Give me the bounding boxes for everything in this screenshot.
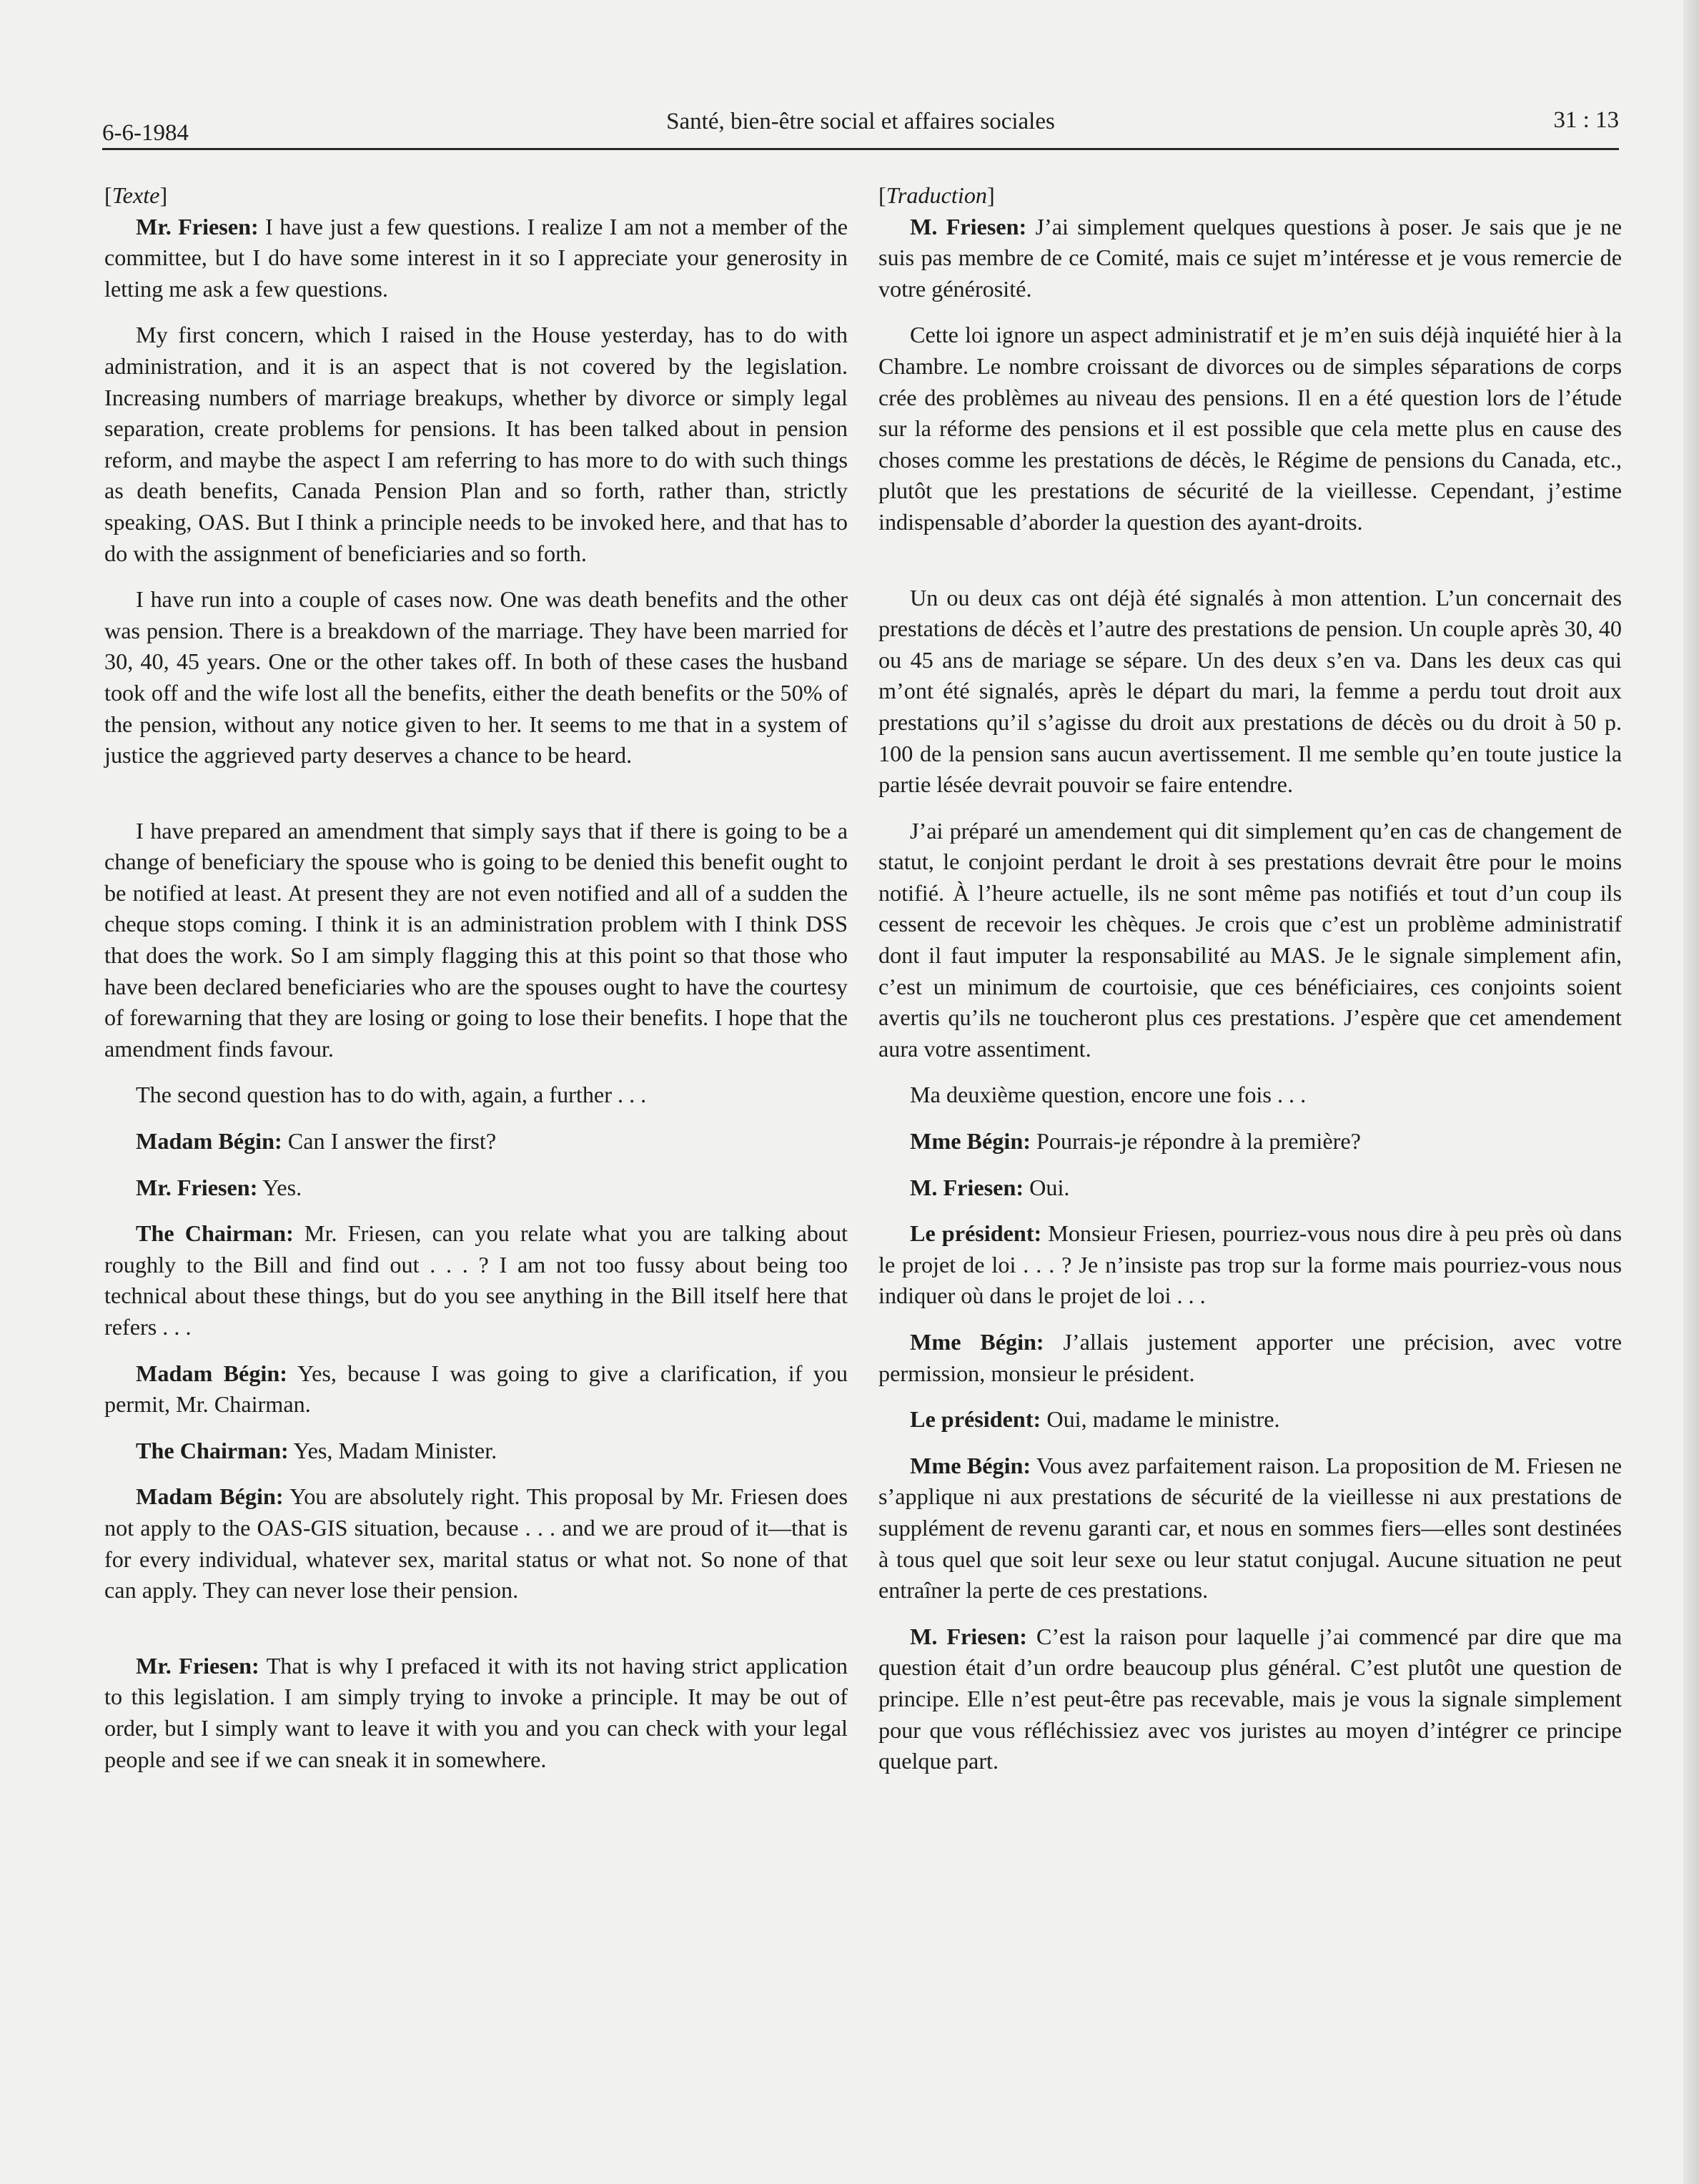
- paragraph-text: I have just a few questions. I realize I am not a member of the committee, but I do have some interest in it so I appreciate your generosity in letting me ask a few questions.: [104, 213, 848, 302]
- speaker-name: Mr. Friesen:: [136, 1652, 259, 1679]
- paragraph: [104, 1126, 848, 1157]
- paragraph: [878, 320, 1622, 538]
- paragraph: [878, 1451, 1622, 1606]
- paragraph: [104, 1079, 848, 1111]
- paragraph-text: Ma deuxième question, encore une fois . . .: [910, 1082, 1307, 1108]
- paragraph: [104, 816, 848, 1065]
- header-page-number: 31 : 13: [1553, 107, 1619, 133]
- paragraph-text: That is why I prefaced it with its not having strict application to this legislation. I am simply trying to invoke a principle. It may be out of order, but I simply want to leave it with you and you can check with your legal people and see if we can sneak it in somewhere.: [104, 1652, 848, 1772]
- paragraph-text: You are absolutely right. This proposal by Mr. Friesen does not apply to the OAS-GIS situation, because . . . and we are proud of it—that is for every individual, whatever sex, marital status or what not. So none of that can apply. They can never lose their pension.: [104, 1483, 848, 1604]
- translation-marker: [Traduction]: [878, 182, 995, 208]
- paragraph-text: The second question has to do with, again, a further . . .: [136, 1082, 647, 1108]
- header-rule: [102, 148, 1619, 150]
- page-edge-shadow: [1683, 0, 1699, 2184]
- paragraph: [878, 212, 1622, 305]
- speaker-name: Mme Bégin:: [910, 1128, 1031, 1155]
- paragraph-text: Yes, because I was going to give a clarification, if you permit, Mr. Chairman.: [104, 1360, 848, 1418]
- paragraph: [878, 1404, 1622, 1436]
- speaker-name: Madam Bégin:: [136, 1128, 282, 1155]
- paragraph: [104, 1172, 848, 1204]
- paragraph-text: Yes, Madam Minister.: [288, 1437, 497, 1463]
- paragraph-text: J’ai préparé un amendement qui dit simplement qu’en cas de changement de statut, le conjoint perdant le droit à ses prestations devrait être pour le moins notifié. À l’heure actuelle, ils ne sont même pas notifiés et tout d’un coup ils cessent de recevoir les chèques. Je crois que c’est un problème administratif dont il faut imputer la responsabilité au MAS. Je le signale simplement afin, c’est un minimum de courtoisie, que ces bénéficiaires, ces conjoints soient avertis qu’ils ne toucheront plus ces prestations. J’espère que cet amendement aura votre assentiment.: [878, 817, 1622, 1062]
- paragraph: [878, 1218, 1622, 1312]
- speaker-name: Madam Bégin:: [136, 1483, 284, 1510]
- speaker-name: The Chairman:: [136, 1220, 294, 1247]
- running-header: [102, 106, 1619, 147]
- paragraph-text: Monsieur Friesen, pourriez-vous nous dire à peu près où dans le projet de loi . . . ? Je n’insiste pas trop sur la forme mais pourriez-vous nous indiquer où dans le projet de loi . . .: [878, 1220, 1622, 1309]
- paragraph-text: Can I answer the first?: [282, 1128, 497, 1155]
- text-marker: [Texte]: [104, 182, 168, 208]
- english-column: [104, 180, 848, 1775]
- paragraph-text: I have run into a couple of cases now. One was death benefits and the other was pension. There is a breakdown of the marriage. They have been married for 30, 40, 45 years. One or the other takes off. In both of these cases the husband took off and the wife lost all the benefits, either the death benefits or the 50% of the pension, without any notice given to her. It seems to me that in a system of justice the aggrieved party deserves a chance to be heard.: [104, 586, 848, 769]
- paragraph-text: Un ou deux cas ont déjà été signalés à mon attention. L’un concernait des prestations de décès et l’autre des prestations de pension. Un couple après 30, 40 ou 45 ans de mariage se sépare. Un des deux s’en va. Dans les deux cas qui m’ont été signalés, après le départ du mari, la femme a perdu tout droit aux prestations qu’il s’agisse du droit aux prestations de décès ou du droit à 50 p. 100 de la pension sans aucun avertissement. Il me semble qu’en toute justice la partie lésée devrait pouvoir se faire entendre.: [878, 584, 1622, 798]
- paragraph: [878, 1327, 1622, 1389]
- paragraph-text: C’est la raison pour laquelle j’ai commencé par dire que ma question était d’un ordre beaucoup plus général. C’est plutôt une question de principe. Elle n’est peut-être pas recevable, mais je vous la signale simplement pour que vous réfléchissiez avec vos juristes au moyen d’intégrer ce principe quelque part.: [878, 1623, 1622, 1774]
- paragraph-text: I have prepared an amendment that simply says that if there is going to be a change of beneficiary the spouse who is going to be denied this benefit ought to be notified at least. At present they are not even notified and all of a sudden the cheque stops coming. I think it is an administration problem with I think DSS that does the work. So I am simply flagging this at this point so that those who have been declared beneficiaries who are the spouses ought to have the courtesy of forewarning that they are losing or going to lose their benefits. I hope that the amendment finds favour.: [104, 817, 848, 1062]
- paragraph: [104, 212, 848, 305]
- paragraph: [878, 1621, 1622, 1777]
- paragraph-text: Oui, madame le ministre.: [1041, 1406, 1280, 1433]
- paragraph: [878, 816, 1622, 1065]
- paragraph: [104, 1358, 848, 1420]
- paragraph: [104, 584, 848, 771]
- speaker-name: Mr. Friesen:: [136, 213, 259, 239]
- speaker-name: Mme Bégin:: [910, 1452, 1031, 1478]
- paragraph-text: My first concern, which I raised in the House yesterday, has to do with administration, and it is an aspect that is not covered by the legislation. Increasing numbers of marriage breakups, whether by divorce or simply legal separation, create problems for pensions. It has been talked about in pension reform, and maybe the aspect I am referring to has more to do with such things as death benefits, Canada Pension Plan and so forth, rather than, strictly speaking, OAS. But I think a principle needs to be invoked here, and that has to do with the assignment of beneficiaries and so forth.: [104, 322, 848, 566]
- french-column: [878, 180, 1622, 1777]
- paragraph: [104, 320, 848, 569]
- header-title: Santé, bien-être social et affaires sociales: [666, 109, 1055, 134]
- paragraph: [104, 1218, 848, 1343]
- paragraph: [104, 1651, 848, 1775]
- speaker-name: M. Friesen:: [910, 1174, 1024, 1200]
- paragraph-text: Oui.: [1024, 1174, 1070, 1200]
- speaker-name: Madam Bégin:: [136, 1360, 287, 1386]
- speaker-name: Mme Bégin:: [910, 1329, 1044, 1355]
- paragraph: [878, 1126, 1622, 1157]
- paragraph: [878, 1079, 1622, 1111]
- paragraph: [104, 1436, 848, 1467]
- paragraph-text: Pourrais-je répondre à la première?: [1030, 1128, 1361, 1155]
- speaker-name: The Chairman:: [136, 1437, 289, 1463]
- header-date: 6-6-1984: [102, 120, 189, 146]
- paragraph-text: Cette loi ignore un aspect administratif et je m’en suis déjà inquiété hier à la Chambre. Le nombre croissant de divorces ou de simples séparations de corps crée des problèmes au niveau des pensions. Il en a été question lors de l’étude sur la réforme des pensions et il est possible que cela mette plus en cause des choses comme les prestations de décès, le Régime de pensions du Canada, etc., plutôt que les prestations de sécurité de la vieillesse. Cependant, j’estime indispensable d’aborder la question des ayant-droits.: [878, 322, 1622, 535]
- paragraph: [878, 583, 1622, 801]
- speaker-name: Mr. Friesen:: [136, 1174, 258, 1200]
- paragraph: [104, 1481, 848, 1606]
- speaker-name: M. Friesen:: [910, 213, 1027, 239]
- paragraph-text: Mr. Friesen, can you relate what you are talking about roughly to the Bill and find out . . . ? I am not too fussy about being too technical about these things, but do you see anything in the Bill itself here that refers . . .: [104, 1220, 848, 1340]
- speaker-name: Le président:: [910, 1220, 1042, 1247]
- paragraph: [878, 1172, 1622, 1204]
- paragraph-text: J’ai simplement quelques questions à poser. Je sais que je ne suis pas membre de ce Comité, mais ce sujet m’intéresse et je vous remercie de votre générosité.: [878, 213, 1622, 302]
- paragraph-text: Vous avez parfaitement raison. La proposition de M. Friesen ne s’applique ni aux prestations de sécurité de la vieillesse ni aux prestations de supplément de revenu garanti car, et nous en sommes fiers—elles sont destinées à tous quel que soit leur sexe ou leur statut conjugal. Aucune situation ne peut entraîner la perte de ces prestations.: [878, 1452, 1622, 1604]
- paragraph-text: Yes.: [257, 1174, 302, 1200]
- paragraph-text: J’allais justement apporter une précision, avec votre permission, monsieur le président.: [878, 1329, 1622, 1386]
- speaker-name: Le président:: [910, 1406, 1041, 1433]
- speaker-name: M. Friesen:: [910, 1623, 1027, 1649]
